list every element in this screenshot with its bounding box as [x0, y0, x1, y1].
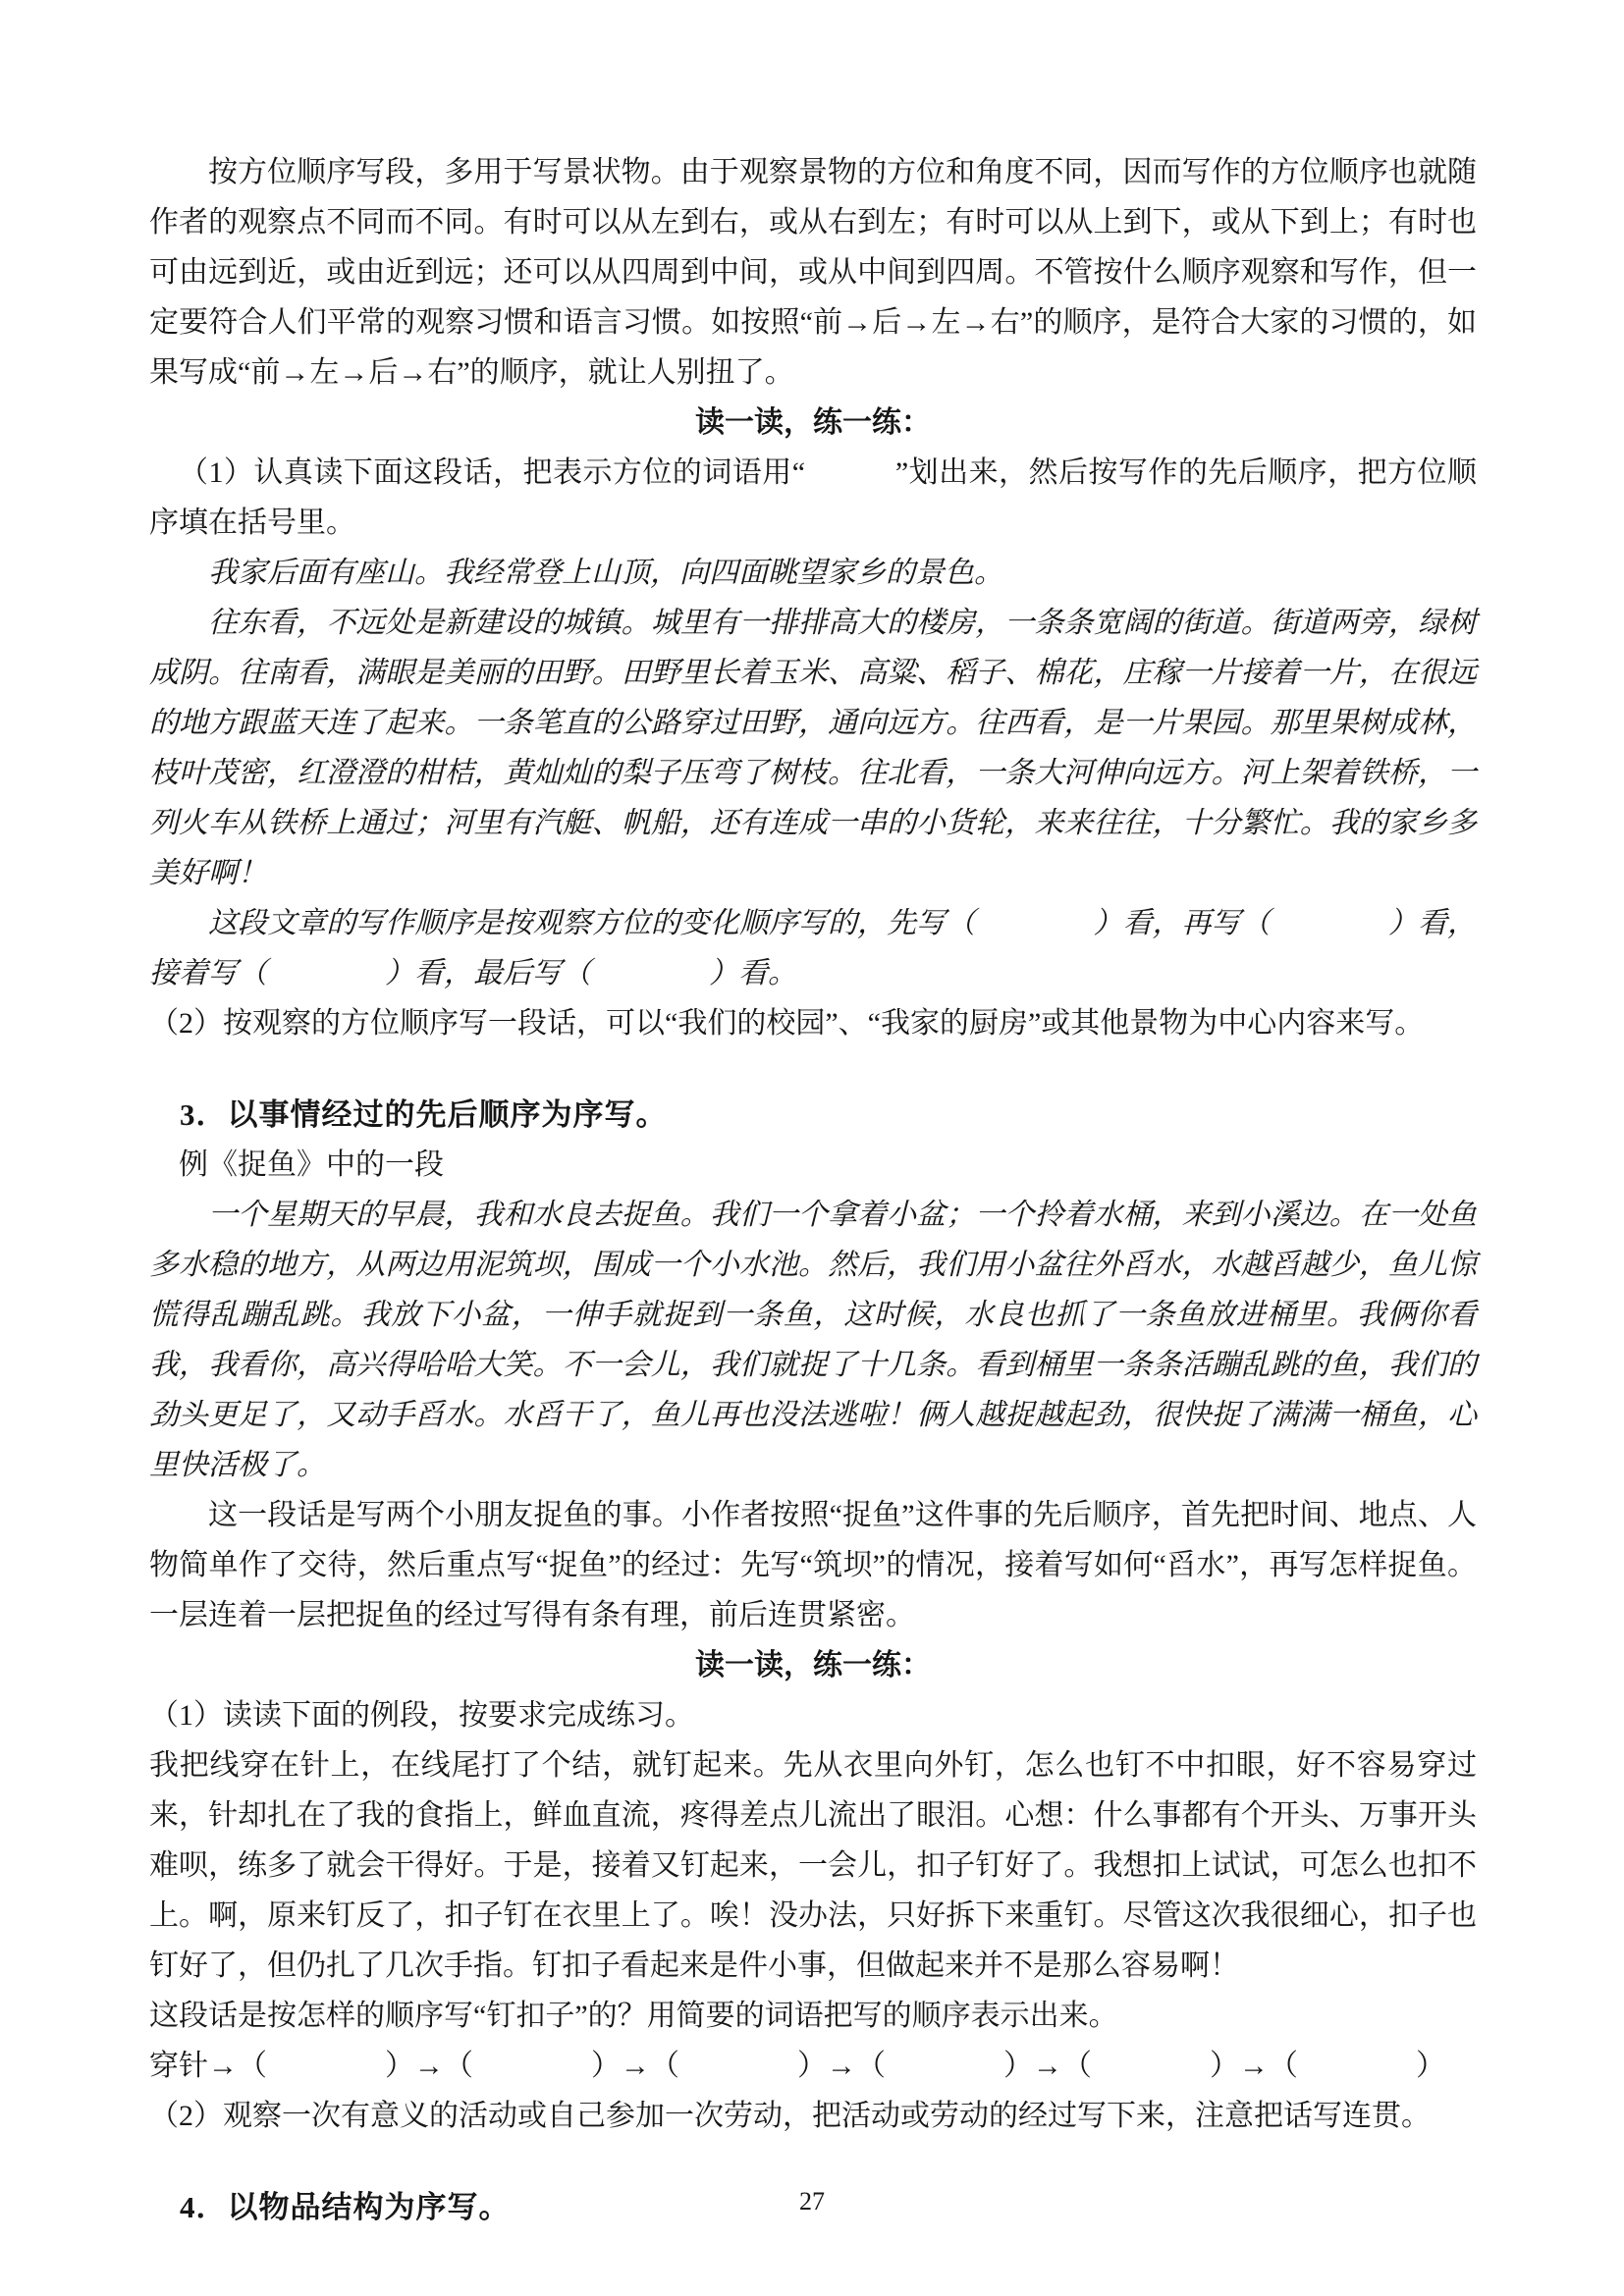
paragraph-directional-order-intro: 按方位顺序写段，多用于写景状物。由于观察景物的方位和角度不同，因而写作的方位顺序也就随作者的观察点不同而不同。有时可以从左到右，或从右到左；有时可以从上到下，或从下到上；有时也可由远到近，或由近到远；还可以从四周到中间，或从中间到四周。不管按什么顺序观察和写作，但一定要符合人们平常的观察习惯和语言习惯。如按照“前→后→左→右”的顺序，是符合大家的习惯的，如果写成“前→左→后→右”的顺序，就让人别扭了。: [149, 156, 1477, 389]
section-heading-3-event-order: 3．以事情经过的先后顺序为序写。: [180, 1097, 668, 1132]
fill-blank-sequence-sewing: 穿针→（ ）→（ ）→（ ）→（ ）→（ ）→（ ）: [149, 2050, 1445, 2082]
section-heading-4-object-structure: 4．以物品结构为序写。: [180, 2190, 511, 2224]
exercise2-item-1: （1）读读下面的例段，按要求完成练习。: [149, 1699, 694, 1732]
fill-blank-paragraph-directions: 这段文章的写作顺序是按观察方位的变化顺序写的，先写（ ）看，再写（ ）看，接着写（ ）看，最后写（ ）看。: [149, 907, 1477, 989]
example-paragraph-catching-fish: 一个星期天的早晨，我和水良去捉鱼。我们一个拿着小盆；一个拎着水桶，来到小溪边。在一处鱼多水稳的地方，从两边用泥筑坝，围成一个小水池。然后，我们用小盆往外舀水，水越舀越少，鱼儿惊慌得乱蹦乱跳。我放下小盆，一伸手就捉到一条鱼，这时候，水良也抓了一条鱼放进桶里。我俩你看我，我看你，高兴得哈哈大笑。不一会儿，我们就捉了十几条。看到桶里一条条活蹦乱跳的鱼，我们的劲头更足了，又动手舀水。水舀干了，鱼儿再也没法逃啦！俩人越捉越起劲，很快捉了满满一桶鱼，心里快活极了。: [149, 1199, 1477, 1481]
page-content: [149, 147, 1477, 2232]
exercise-heading-read-practice-1: 读一读，练一练：: [695, 406, 931, 439]
example-paragraph-hometown-intro: 我家后面有座山。我经常登上山顶，向四面眺望家乡的景色。: [208, 557, 1003, 589]
exercise-heading-read-practice-2: 读一读，练一练：: [695, 1649, 931, 1682]
example-caption-catching-fish: 例《捉鱼》中的一段: [179, 1148, 444, 1181]
exercise1-item-1: （1）认真读下面这段话，把表示方位的词语用“ ”划出来，然后按写作的先后顺序，把方位顺序填在括号里。: [149, 456, 1477, 539]
page-number: 27: [799, 2187, 825, 2216]
exercise1-item-2: （2）按观察的方位顺序写一段话，可以“我们的校园”、“我家的厨房”或其他景物为中心内容来写。: [149, 1007, 1425, 1040]
question-sewing-order: 这段话是按怎样的顺序写“钉扣子”的？用简要的词语把写的顺序表示出来。: [149, 2000, 1118, 2032]
paragraph-catching-fish-analysis: 这一段话是写两个小朋友捉鱼的事。小作者按照“捉鱼”这件事的先后顺序，首先把时间、地点、人物简单作了交待，然后重点写“捉鱼”的经过：先写“筑坝”的情况，接着写如何“舀水”，再写怎样捉鱼。一层连着一层把捉鱼的经过写得有条有理，前后连贯紧密。: [149, 1499, 1477, 1631]
example-paragraph-hometown-view: 往东看，不远处是新建设的城镇。城里有一排排高大的楼房，一条条宽阔的街道。街道两旁，绿树成阴。往南看，满眼是美丽的田野。田野里长着玉米、高粱、稻子、棉花，庄稼一片接着一片，在很远的地方跟蓝天连了起来。一条笔直的公路穿过田野，通向远方。往西看，是一片果园。那里果树成林，枝叶茂密，红澄澄的柑桔，黄灿灿的梨子压弯了树枝。往北看，一条大河伸向远方。河上架着铁桥，一列火车从铁桥上通过；河里有汽艇、帆船，还有连成一串的小货轮，来来往往，十分繁忙。我的家乡多美好啊！: [149, 607, 1477, 889]
example-paragraph-sewing-button: 我把线穿在针上，在线尾打了个结，就钉起来。先从衣里向外钉，怎么也钉不中扣眼，好不容易穿过来，针却扎在了我的食指上，鲜血直流，疼得差点儿流出了眼泪。心想：什么事都有个开头、万事开头难呗，练多了就会干得好。于是，接着又钉起来，一会儿，扣子钉好了。我想扣上试试，可怎么也扣不上。啊，原来钉反了，扣子钉在衣里上了。唉！没办法，只好拆下来重钉。尽管这次我很细心，扣子也钉好了，但仍扎了几次手指。钉扣子看起来是件小事，但做起来并不是那么容易啊！: [149, 1749, 1477, 1982]
exercise2-item-2: （2）观察一次有意义的活动或自己参加一次劳动，把活动或劳动的经过写下来，注意把话写连贯。: [149, 2100, 1431, 2132]
